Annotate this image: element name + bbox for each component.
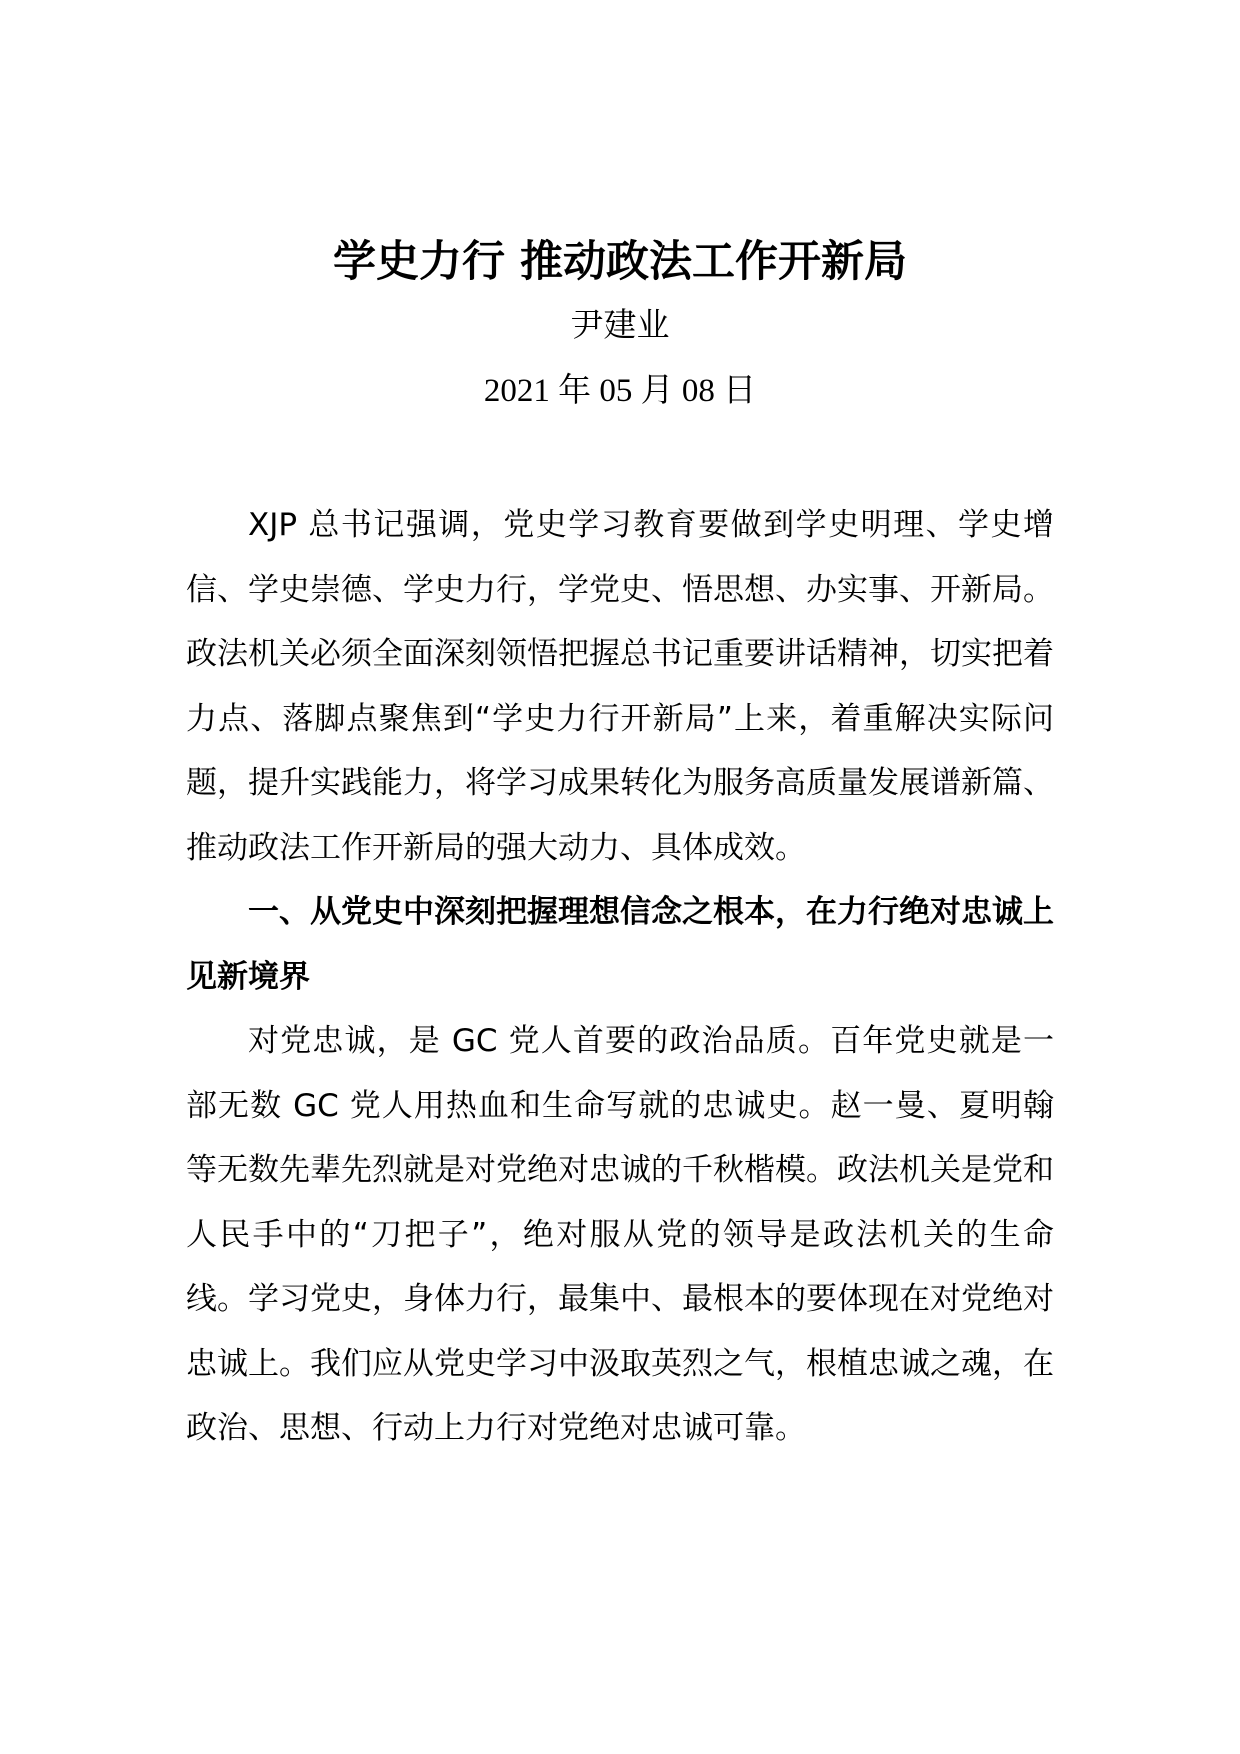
document-date: 2021 年 05 月 08 日 (483, 373, 757, 409)
document-author: 尹建业 (570, 305, 670, 344)
document-title: 学史力行 推动政法工作开新局 (333, 237, 907, 287)
document-body (186, 493, 1054, 1461)
body-paragraph: XJP 总书记强调，党史学习教育要做到学史明理、学史增信、学史崇德、学史力行，学党史、悟思想、办实事、开新局。政法机关必须全面深刻领悟把握总书记重要讲话精神，切实把着力点、落脚点聚焦到“学史力行开新局”上来，着重解决实际问题，提升实践能力，将学习成果转化为服务高质量发展谱新篇、推动政法工作开新局的强大动力、具体成效。 (186, 507, 1054, 866)
section-heading: 一、从党史中深刻把握理想信念之根本，在力行绝对忠诚上见新境界 (186, 894, 1054, 995)
body-paragraph: 对党忠诚，是 GC 党人首要的政治品质。百年党史就是一部无数 GC 党人用热血和生命写就的忠诚史。赵一曼、夏明翰等无数先辈先烈就是对党绝对忠诚的千秋楷模。政法机关是党和人民手中的“刀把子”，绝对服从党的领导是政法机关的生命线。学习党史，身体力行，最集中、最根本的要体现在对党绝对忠诚上。我们应从党史学习中汲取英烈之气，根植忠诚之魂，在政治、思想、行动上力行对党绝对忠诚可靠。 (186, 1023, 1054, 1446)
